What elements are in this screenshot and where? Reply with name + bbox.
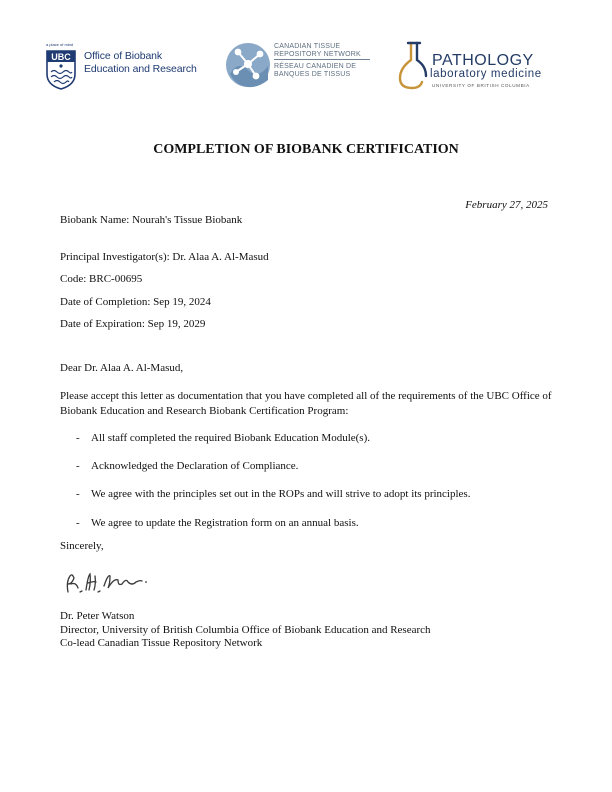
ubc-crest-icon: [46, 50, 76, 90]
bullet-text: Acknowledged the Declaration of Compliance.: [91, 460, 299, 472]
salutation: Dear Dr. Alaa A. Al-Masud,: [60, 362, 184, 374]
signer-title-2: Co-lead Canadian Tissue Repository Network: [60, 637, 263, 649]
bullet-marker: -: [76, 517, 80, 529]
pathology-logo: [396, 40, 546, 92]
signer-name: Dr. Peter Watson: [60, 610, 135, 622]
bullet-item: [76, 517, 359, 529]
signer-title-1: Director, University of British Columbia Office of Biobank Education and Research: [60, 623, 431, 636]
signer-block: [60, 610, 431, 651]
bullet-item: [76, 488, 470, 500]
bullet-item: [76, 432, 370, 444]
bullet-marker: -: [76, 488, 80, 500]
signature-image: [62, 564, 152, 600]
code: Code: BRC-00695: [60, 273, 143, 285]
ubc-line1: Office of Biobank: [84, 50, 163, 62]
ctrn-french-name: [274, 63, 356, 79]
ubc-obber-logo: [46, 42, 216, 92]
bullet-text: We agree with the principles set out in the ROPs and will strive to adopt its principles.: [91, 488, 471, 500]
closing: Sincerely,: [60, 540, 104, 552]
bullet-marker: -: [76, 460, 80, 472]
biobank-name: Biobank Name: Nourah's Tissue Biobank: [60, 214, 243, 226]
ctrn-network-icon: [224, 40, 272, 90]
ubc-tagline: a place of mind: [46, 42, 74, 47]
document-title: COMPLETION OF BIOBANK CERTIFICATION: [153, 142, 459, 157]
date-of-expiration: Date of Expiration: Sep 19, 2029: [60, 318, 206, 330]
ctrn-line2: REPOSITORY NETWORK: [274, 50, 361, 58]
ubc-line2: Education and Research: [84, 63, 197, 75]
pathology-university: UNIVERSITY OF BRITISH COLUMBIA: [432, 83, 530, 88]
intro-paragraph: Please accept this letter as documentation that you have completed all of the requirements of the UBC Office of Biobank Education and Research Biobank Certification Program:: [60, 390, 552, 417]
letter-date: February 27, 2025: [465, 199, 548, 211]
ubc-crest-text: UBC: [51, 52, 71, 62]
flask-icon: [396, 40, 430, 92]
ctrn-logo: [224, 40, 384, 92]
ctrn-english-name: [274, 43, 361, 58]
pathology-title: PATHOLOGY: [432, 52, 534, 69]
bullet-text: All staff completed the required Biobank Education Module(s).: [91, 432, 371, 444]
ctrn-line3: RÉSEAU CANADIEN DE: [274, 63, 357, 70]
ctrn-line1: CANADIAN TISSUE: [274, 43, 341, 50]
bullet-item: [76, 460, 298, 472]
ubc-office-name: [84, 50, 197, 76]
ctrn-line4: BANQUES DE TISSUS: [274, 71, 351, 78]
pathology-subtitle: laboratory medicine: [430, 68, 542, 80]
principal-investigator: Principal Investigator(s): Dr. Alaa A. Al-Masud: [60, 251, 269, 263]
bullet-text: We agree to update the Registration form on an annual basis.: [91, 517, 359, 529]
date-of-completion: Date of Completion: Sep 19, 2024: [60, 296, 211, 308]
ctrn-divider: [274, 59, 370, 60]
bullet-marker: -: [76, 432, 80, 444]
